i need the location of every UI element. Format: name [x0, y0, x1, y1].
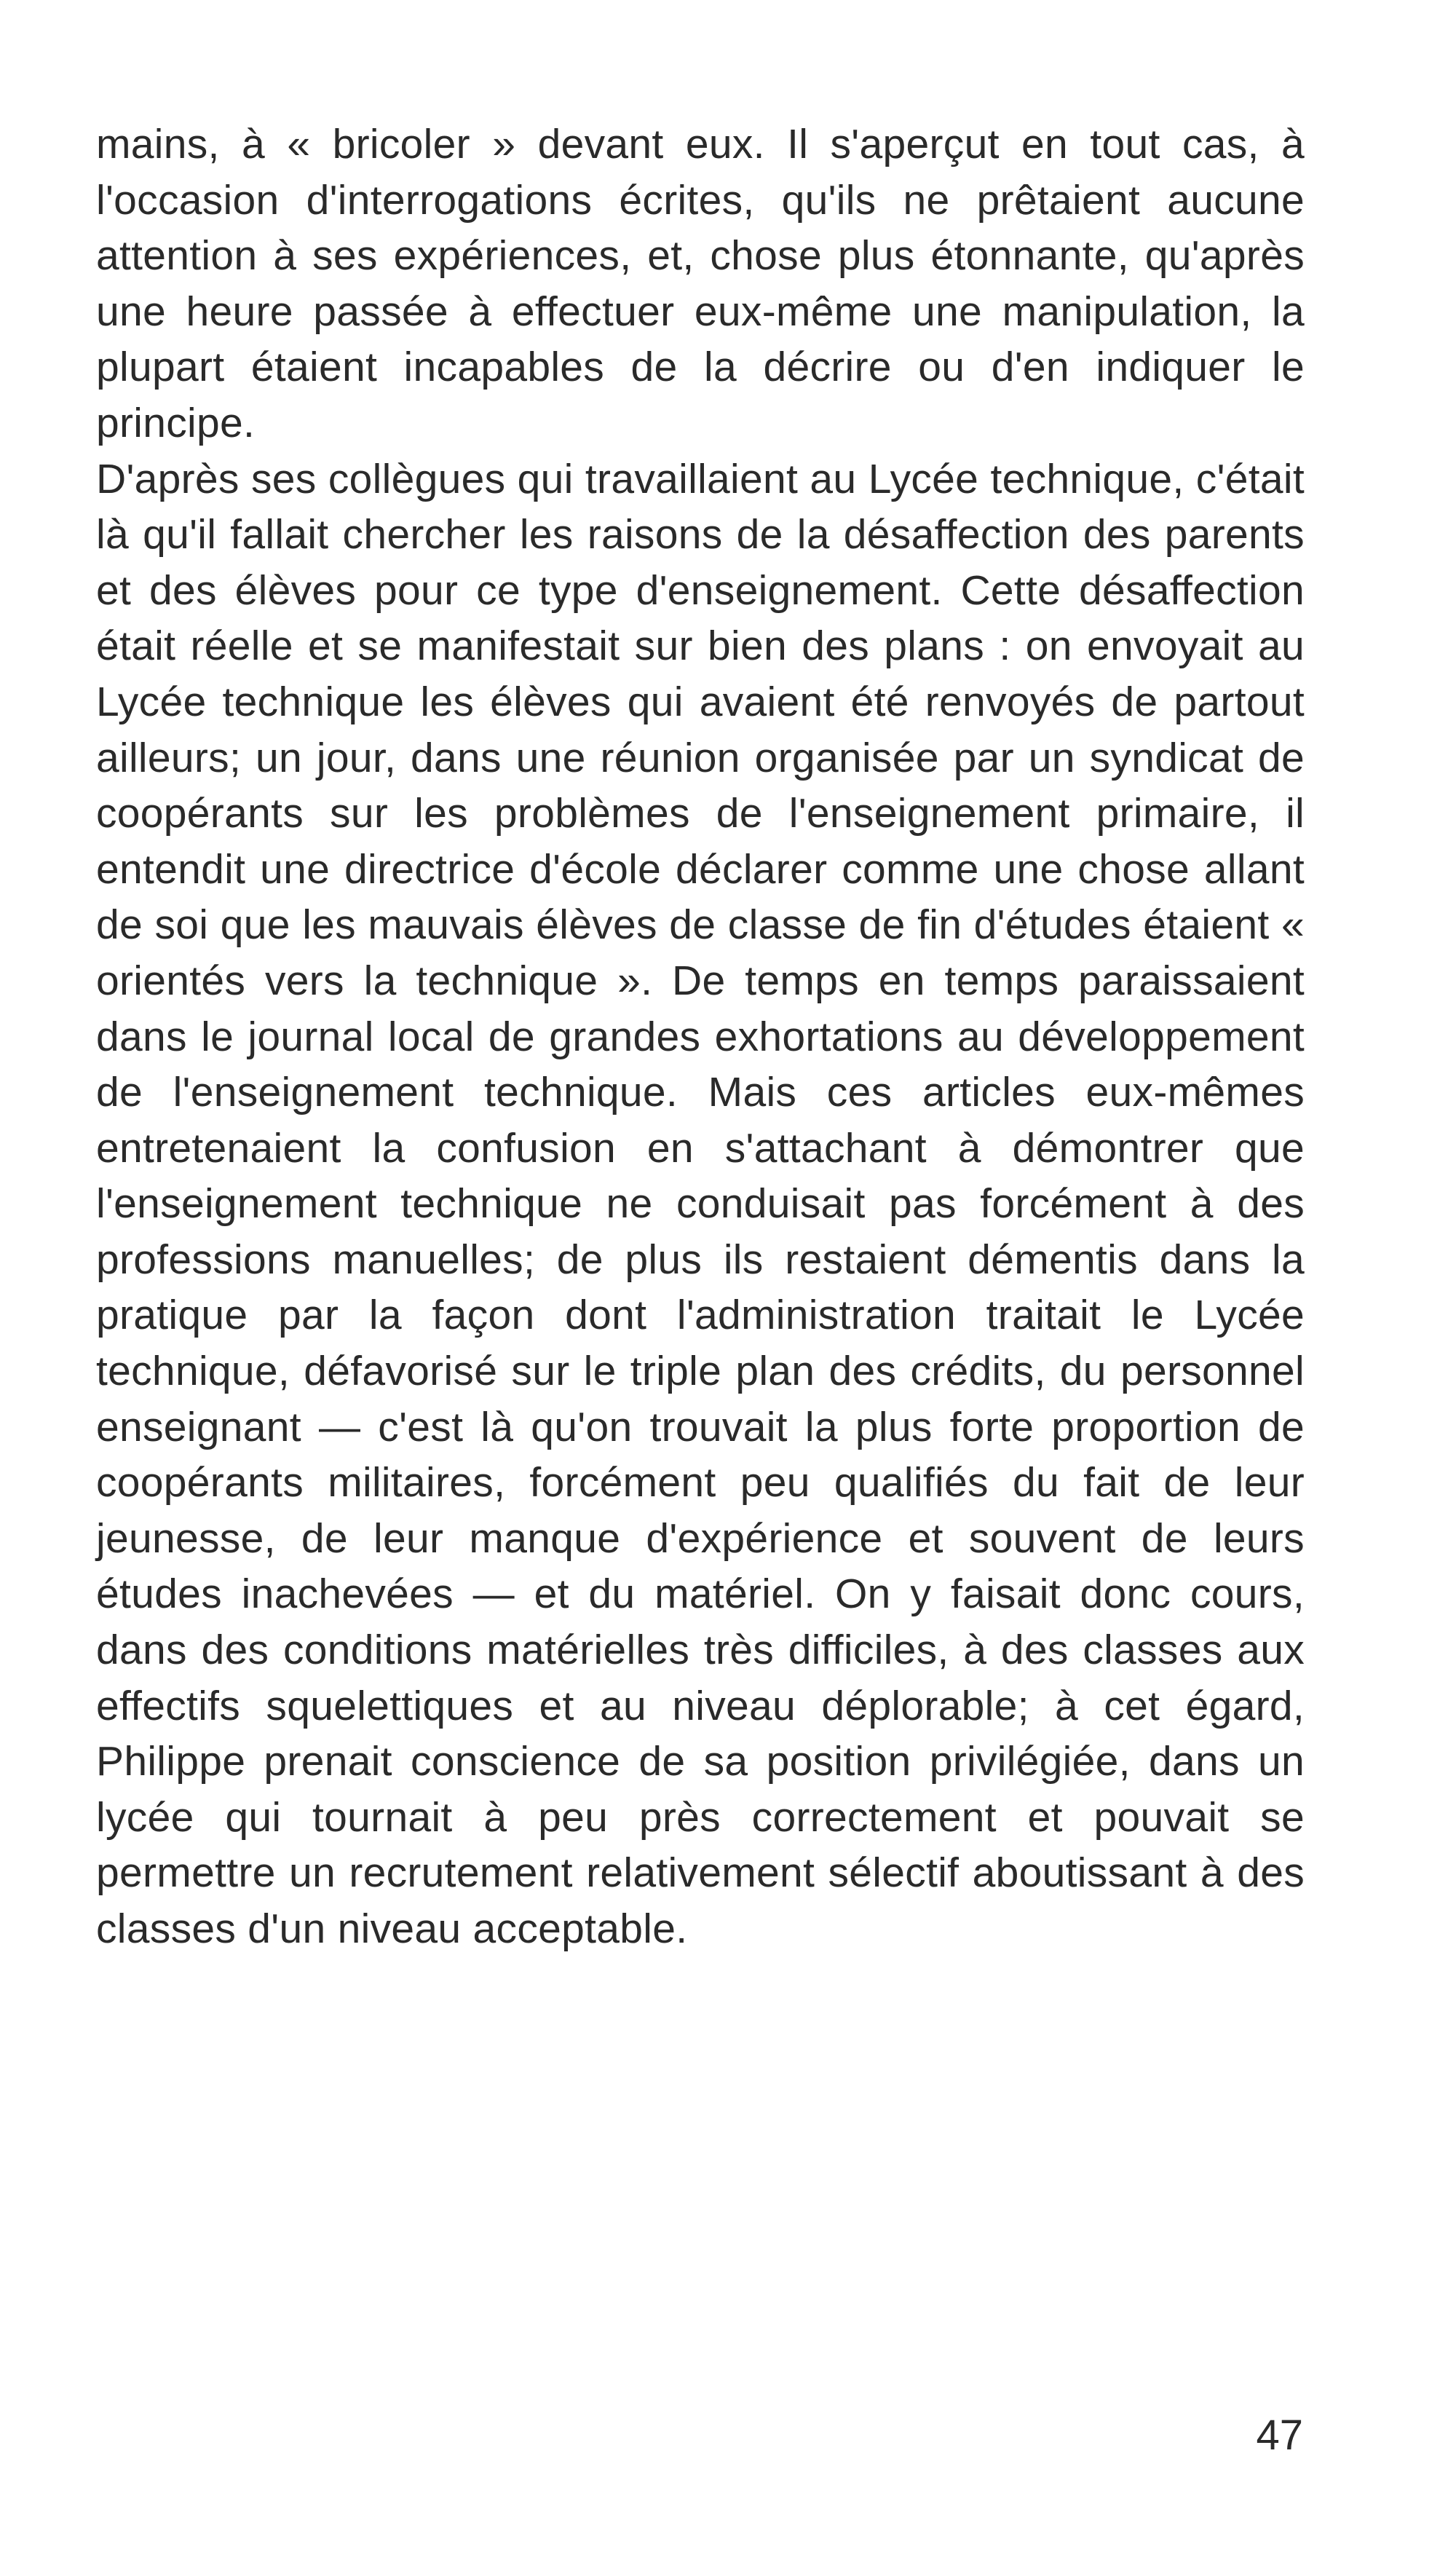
body-text	[96, 116, 1305, 1957]
paragraph-1: mains, à « bricoler » devant eux. Il s'aperçut en tout cas, à l'occasion d'interrogations écrites, qu'ils ne prêtaient aucune attention à ses expériences, et, chose plus étonnante, qu'après une heure passée à effectuer eux-même une manipulation, la plupart étaient incapables de la décrire ou d'en indiquer le principe.	[96, 121, 1305, 446]
page-number: 47	[1256, 2412, 1303, 2459]
paragraph-2: D'après ses collègues qui travaillaient au Lycée technique, c'était là qu'il fallait chercher les raisons de la désaffection des parents et des élèves pour ce type d'enseignement. Cette désaffection était réelle et se manifestait sur bien des plans : on envoyait au Lycée technique les élèves qui avaient été renvoyés de partout ailleurs; un jour, dans une réunion organisée par un syndicat de coopérants sur les problèmes de l'enseignement primaire, il entendit une directrice d'école déclarer comme une chose allant de soi que les mauvais élèves de classe de fin d'études étaient « orientés vers la technique ». De temps en temps paraissaient dans le journal local de grandes exhortations au développement de l'enseignement technique. Mais ces articles eux-mêmes entretenaient la confusion en s'attachant à démontrer que l'enseignement technique ne conduisait pas forcément à des professions manuelles; de plus ils restaient démentis dans la pratique par la façon dont l'administration traitait le Lycée technique, défavorisé sur le triple plan des crédits, du personnel enseignant — c'est là qu'on trouvait la plus forte proportion de coopérants militaires, forcément peu qualifiés du fait de leur jeunesse, de leur manque d'expérience et souvent de leurs études inachevées — et du matériel. On y faisait donc cours, dans des conditions matérielles très difficiles, à des classes aux effectifs squelettiques et au niveau déplorable; à cet égard, Philippe prenait conscience de sa position privilégiée, dans un lycée qui tournait à peu près correctement et pouvait se permettre un recrutement relativement sélectif aboutissant à des classes d'un niveau acceptable.	[96, 455, 1305, 1952]
